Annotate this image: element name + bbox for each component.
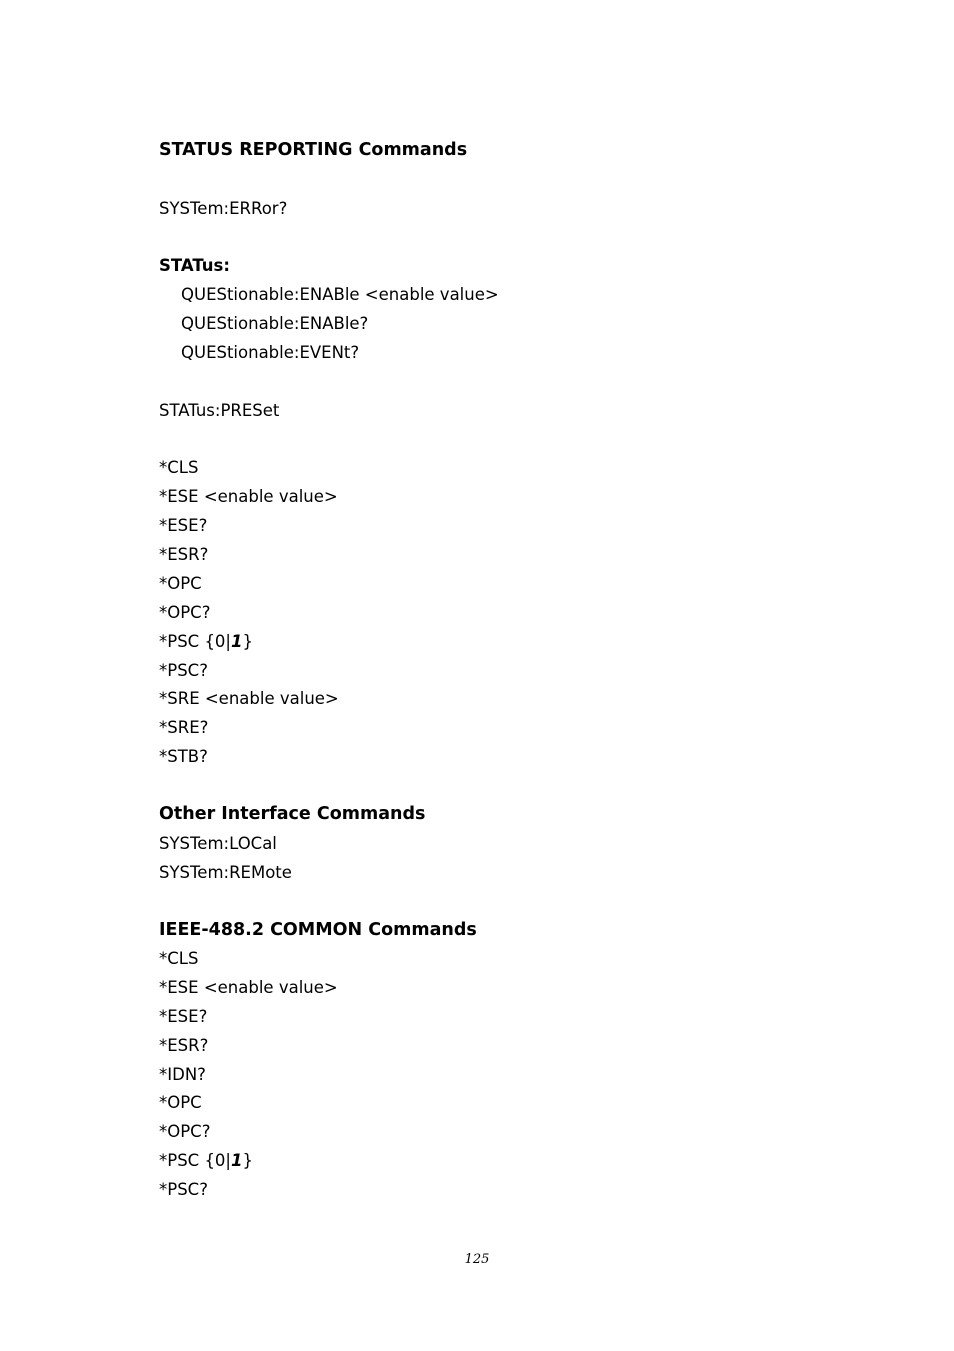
- section-heading-status-reporting: STATUS REPORTING Commands: [159, 140, 468, 160]
- command-ieee-item: *ESR?: [159, 1036, 209, 1055]
- command-ieee-item: *CLS: [159, 949, 199, 968]
- page-number: 125: [464, 1252, 490, 1267]
- command-group-status-label: STATus:: [159, 256, 230, 275]
- command-psc: [159, 632, 253, 652]
- command-common-item: *STB?: [159, 747, 208, 766]
- command-status-item: QUEStionable:ENABle <enable value>: [181, 285, 499, 304]
- psc-default-value: 1: [231, 632, 243, 651]
- command-common-item: *SRE <enable value>: [159, 689, 339, 708]
- command-interface-item: SYSTem:LOCal: [159, 834, 277, 853]
- psc-default-value: 1: [231, 1151, 243, 1170]
- command-common-item: *ESE?: [159, 516, 208, 535]
- command-status-item: QUEStionable:EVENt?: [181, 343, 360, 362]
- command-ieee-item: *ESE <enable value>: [159, 978, 338, 997]
- command-common-item: *OPC?: [159, 603, 211, 622]
- command-common-item: *PSC?: [159, 661, 208, 680]
- command-common-item: *OPC: [159, 574, 202, 593]
- command-common-item: *ESE <enable value>: [159, 487, 338, 506]
- psc-prefix: *PSC {0|: [159, 1151, 231, 1170]
- command-interface-item: SYSTem:REMote: [159, 863, 292, 882]
- section-heading-ieee: IEEE-488.2 COMMON Commands: [159, 920, 477, 940]
- psc-prefix: *PSC {0|: [159, 632, 231, 651]
- section-heading-other-interface: Other Interface Commands: [159, 804, 426, 824]
- command-ieee-item: *OPC?: [159, 1122, 211, 1141]
- command-common-item: *SRE?: [159, 718, 209, 737]
- command-ieee-item: *OPC: [159, 1093, 202, 1112]
- psc-suffix: }: [242, 632, 253, 651]
- command-system-error: SYSTem:ERRor?: [159, 199, 288, 218]
- command-common-item: *ESR?: [159, 545, 209, 564]
- psc-suffix: }: [242, 1151, 253, 1170]
- command-common-item: *CLS: [159, 458, 199, 477]
- command-ieee-item: *ESE?: [159, 1007, 208, 1026]
- command-ieee-item: *IDN?: [159, 1065, 206, 1084]
- command-status-preset: STATus:PRESet: [159, 401, 280, 420]
- command-ieee-psc: [159, 1151, 253, 1171]
- command-status-item: QUEStionable:ENABle?: [181, 314, 369, 333]
- command-ieee-item: *PSC?: [159, 1180, 208, 1199]
